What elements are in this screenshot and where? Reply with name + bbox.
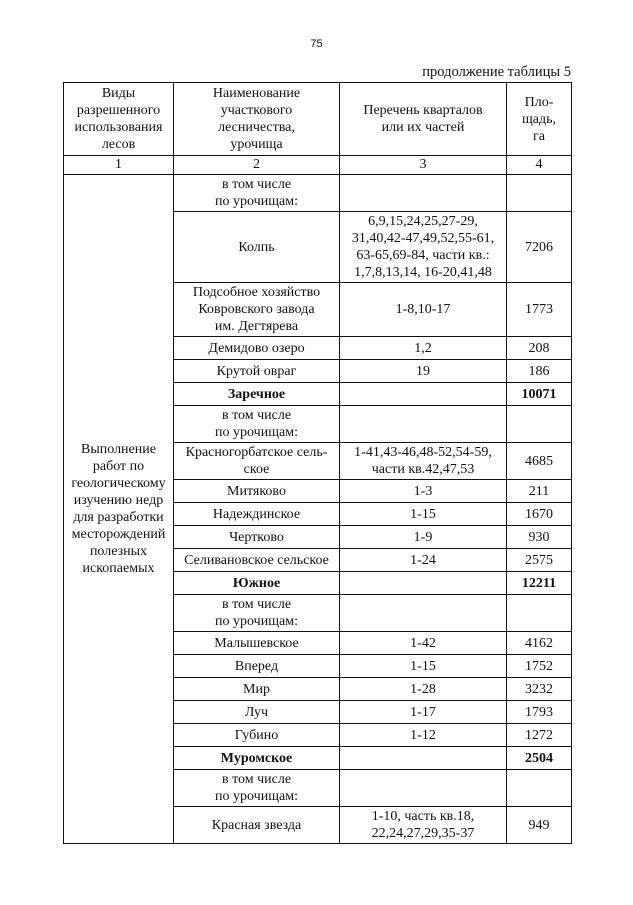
forestry-name-cell: Мир	[174, 678, 340, 701]
quarters-cell: 1-9	[340, 526, 507, 549]
area-cell: 1793	[507, 701, 572, 724]
forestry-name-cell: Вперед	[174, 655, 340, 678]
area-cell	[507, 175, 572, 212]
area-cell: 1773	[507, 283, 572, 337]
forestry-name-cell: Крутой овраг	[174, 360, 340, 383]
area-cell: 4162	[507, 632, 572, 655]
forestry-name-cell: Заречное	[174, 383, 340, 406]
forestry-name-cell: Митяково	[174, 480, 340, 503]
forestry-name-cell: Селивановское сельское	[174, 549, 340, 572]
header-use-type: Виды разрешенного использования лесов	[64, 83, 174, 156]
forestry-name-cell: Луч	[174, 701, 340, 724]
area-cell: 4685	[507, 443, 572, 480]
forestry-name-cell: Малышевское	[174, 632, 340, 655]
forestry-name-cell: Подсобное хозяйство Ковровского завода им. Дегтярева	[174, 283, 340, 337]
quarters-cell	[340, 383, 507, 406]
quarters-cell: 1-24	[340, 549, 507, 572]
quarters-cell: 19	[340, 360, 507, 383]
quarters-cell	[340, 770, 507, 807]
area-cell	[507, 406, 572, 443]
use-type-cell: Выполнение работ по геологическому изучению недр для разработки месторождений полезных ископаемых	[64, 175, 174, 844]
quarters-cell	[340, 175, 507, 212]
quarters-cell: 1-42	[340, 632, 507, 655]
subheading-row	[64, 175, 572, 212]
quarters-cell: 1-28	[340, 678, 507, 701]
quarters-cell: 1-8,10-17	[340, 283, 507, 337]
quarters-cell: 1-15	[340, 503, 507, 526]
table-caption: продолжение таблицы 5	[422, 64, 571, 80]
forestry-name-cell: Чертково	[174, 526, 340, 549]
forestry-name-cell: Красная звезда	[174, 807, 340, 844]
forestry-name-cell: Красногорбатское сель- ское	[174, 443, 340, 480]
forestry-name-cell: в том числе по урочищам:	[174, 175, 340, 212]
quarters-cell: 6,9,15,24,25,27-29, 31,40,42-47,49,52,55-61, 63-65,69-84, части кв.: 1,7,8,13,14, 16-20,41,48	[340, 212, 507, 283]
forestry-name-cell: Демидово озеро	[174, 337, 340, 360]
forestry-name-cell: Муромское	[174, 747, 340, 770]
forestry-name-cell: в том числе по урочищам:	[174, 595, 340, 632]
header-row	[64, 83, 572, 156]
quarters-cell: 1,2	[340, 337, 507, 360]
area-cell: 208	[507, 337, 572, 360]
area-cell: 211	[507, 480, 572, 503]
area-cell	[507, 595, 572, 632]
column-number: 1	[64, 156, 174, 175]
column-number: 4	[507, 156, 572, 175]
area-cell: 930	[507, 526, 572, 549]
quarters-cell: 1-15	[340, 655, 507, 678]
area-cell: 12211	[507, 572, 572, 595]
quarters-cell: 1-17	[340, 701, 507, 724]
header-quarters: Перечень кварталов или их частей	[340, 83, 507, 156]
quarters-cell	[340, 572, 507, 595]
forestry-name-cell: Надеждинское	[174, 503, 340, 526]
column-number: 3	[340, 156, 507, 175]
area-cell: 7206	[507, 212, 572, 283]
column-numbers-row	[64, 156, 572, 175]
area-cell: 3232	[507, 678, 572, 701]
header-forestry-name: Наименование участкового лесничества, урочища	[174, 83, 340, 156]
quarters-cell	[340, 595, 507, 632]
area-cell	[507, 770, 572, 807]
area-cell: 1670	[507, 503, 572, 526]
area-cell: 1272	[507, 724, 572, 747]
area-cell: 949	[507, 807, 572, 844]
forestry-name-cell: Губино	[174, 724, 340, 747]
quarters-cell: 1-10, часть кв.18, 22,24,27,29,35-37	[340, 807, 507, 844]
area-cell: 186	[507, 360, 572, 383]
quarters-cell: 1-3	[340, 480, 507, 503]
area-cell: 2504	[507, 747, 572, 770]
forestry-name-cell: Южное	[174, 572, 340, 595]
page-number: 75	[310, 38, 323, 50]
column-number: 2	[174, 156, 340, 175]
area-cell: 2575	[507, 549, 572, 572]
header-area: Пло- щадь, га	[507, 83, 572, 156]
forestry-name-cell: в том числе по урочищам:	[174, 770, 340, 807]
forest-table	[63, 82, 572, 844]
table-body	[64, 175, 572, 844]
quarters-cell: 1-41,43-46,48-52,54-59, части кв.42,47,53	[340, 443, 507, 480]
quarters-cell	[340, 406, 507, 443]
forestry-name-cell: в том числе по урочищам:	[174, 406, 340, 443]
area-cell: 1752	[507, 655, 572, 678]
area-cell: 10071	[507, 383, 572, 406]
forestry-name-cell: Колпь	[174, 212, 340, 283]
quarters-cell	[340, 747, 507, 770]
quarters-cell: 1-12	[340, 724, 507, 747]
